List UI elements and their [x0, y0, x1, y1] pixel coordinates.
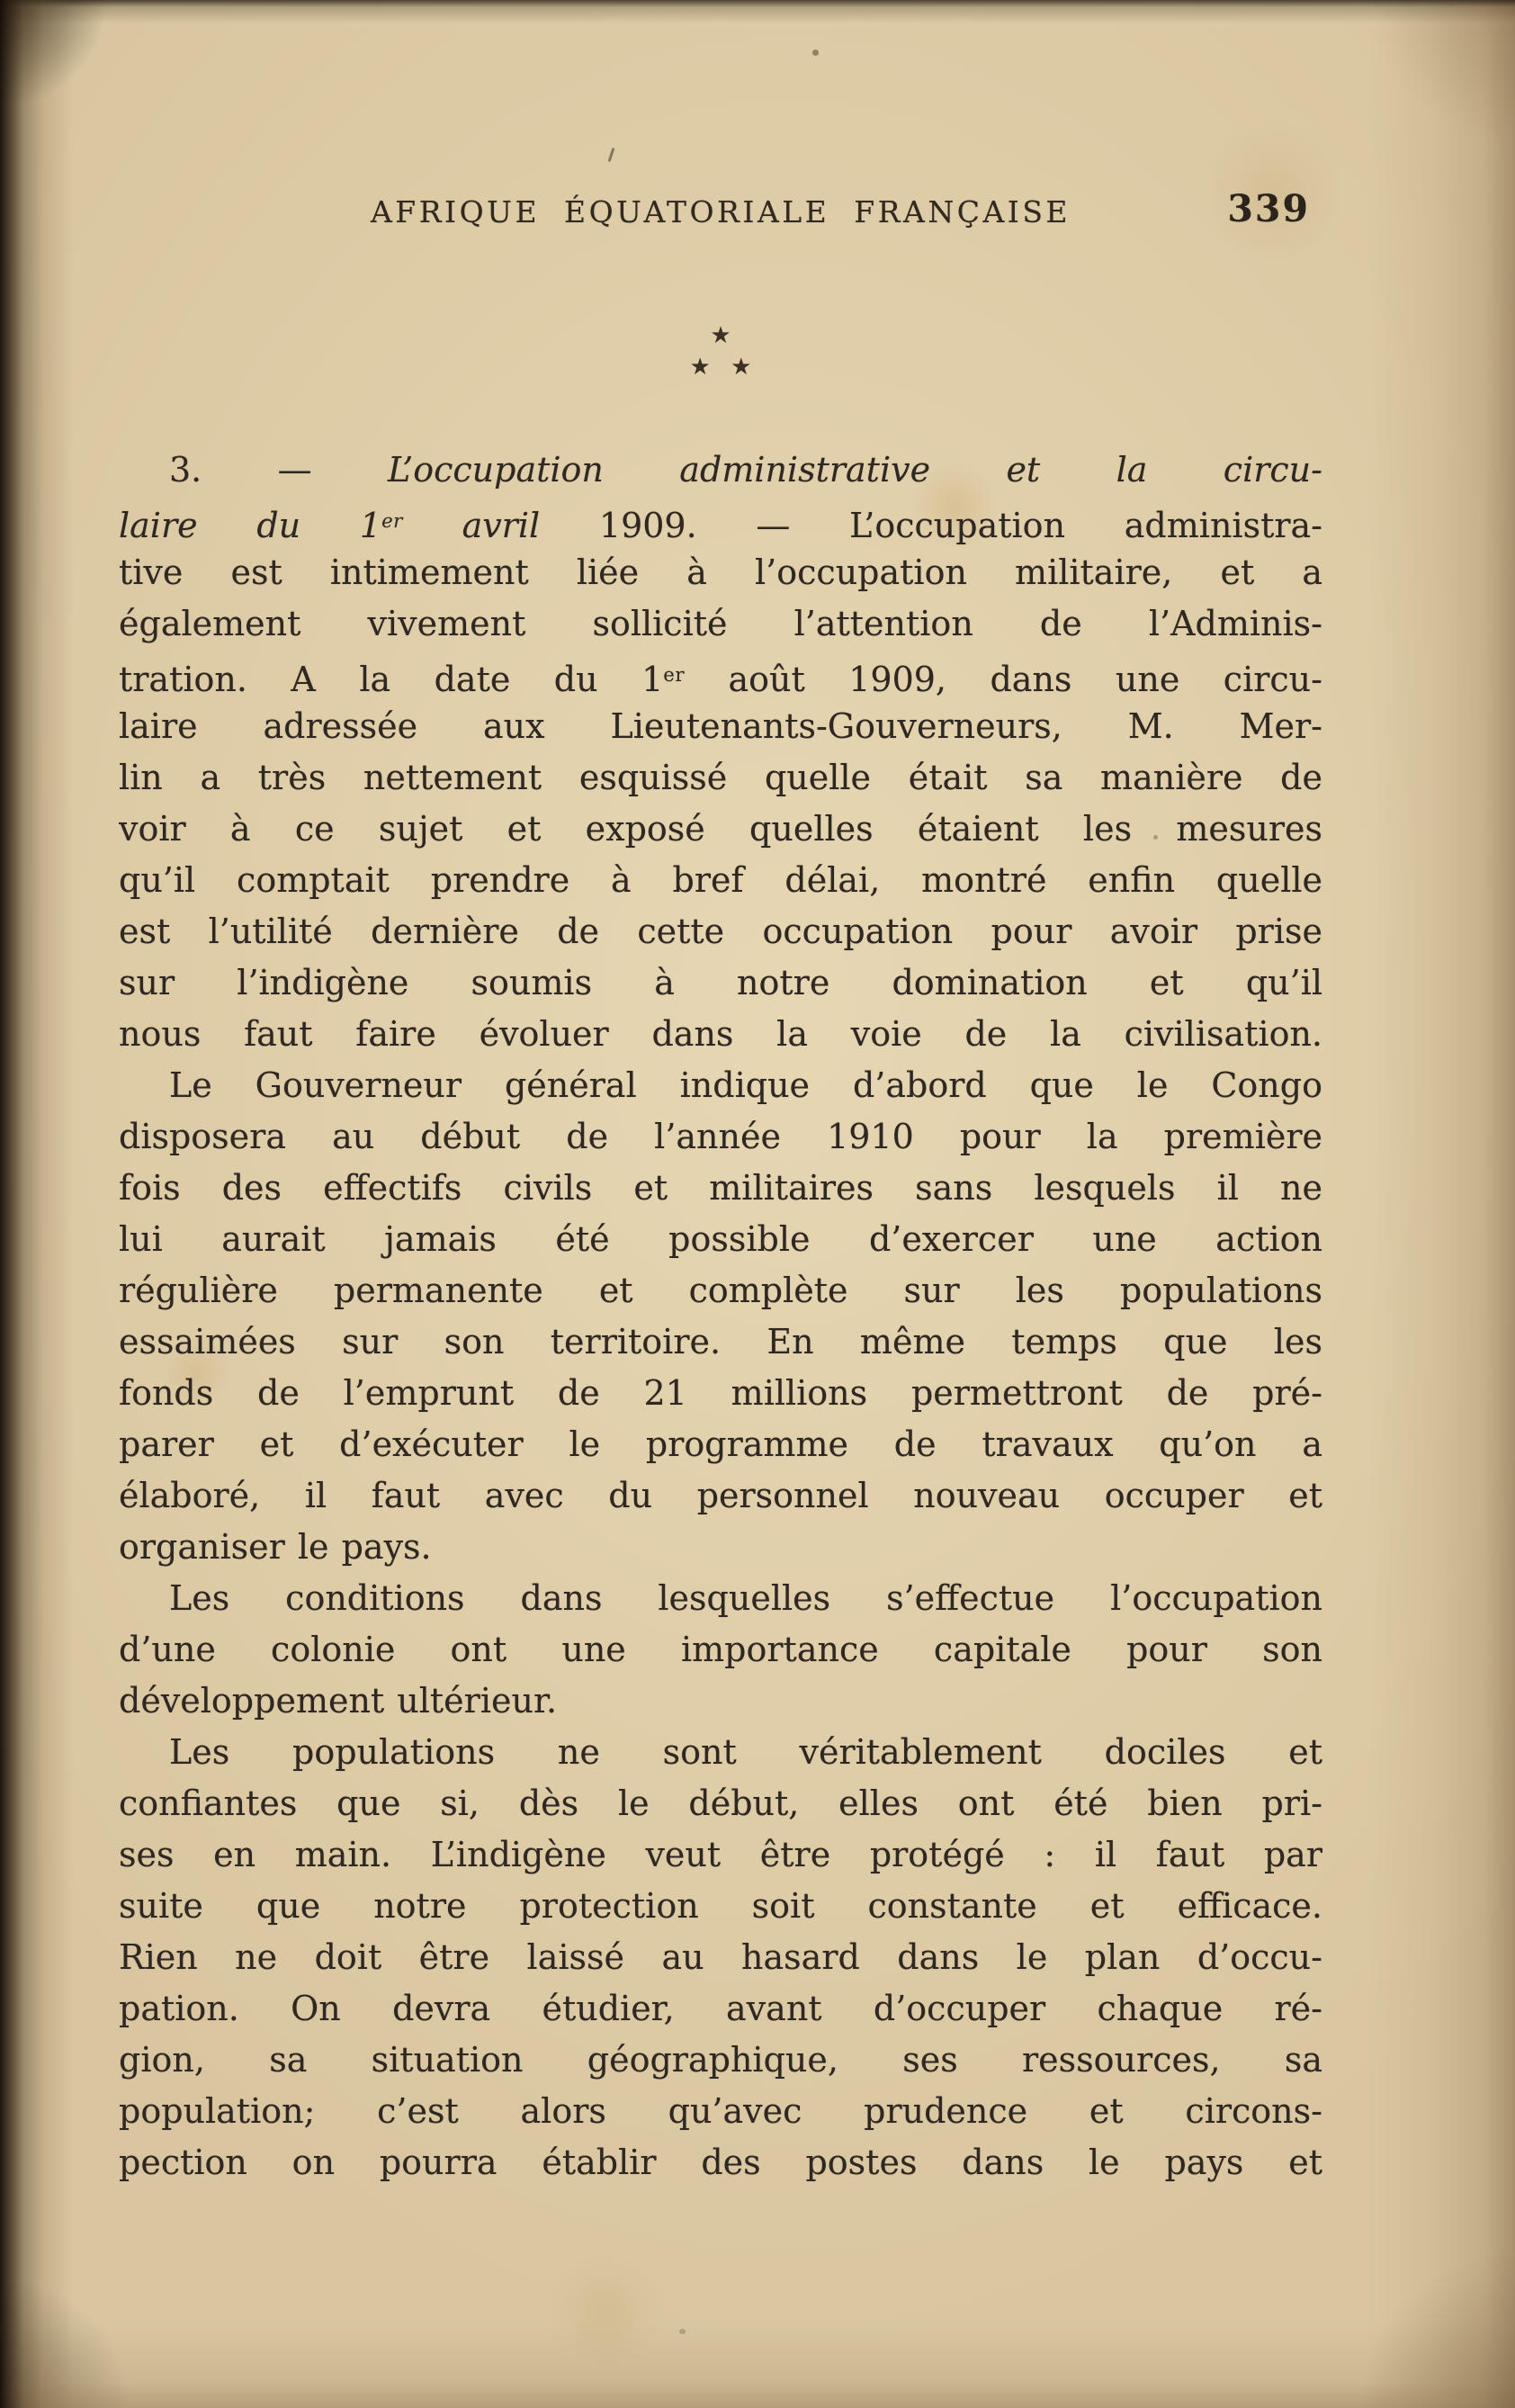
text-segment: Le Gouverneur général indique d’abord que le Congo — [169, 1065, 1322, 1105]
paragraph — [119, 1060, 1322, 1573]
page-header — [119, 187, 1322, 238]
text-line — [119, 1419, 1322, 1470]
text-segment: est l’utilité dernière de cette occupation pour avoir prise — [119, 912, 1322, 951]
text-segment: confiantes que si, dès le début, elles ont été bien pri- — [119, 1784, 1322, 1823]
text-line — [119, 598, 1322, 650]
running-title: AFRIQUE ÉQUATORIALE FRANÇAISE — [370, 194, 1071, 229]
text-segment: pection on pourra établir des postes dans le pays et — [119, 2143, 1322, 2182]
text-line — [119, 2086, 1322, 2137]
text-segment: disposera au début de l’année 1910 pour la première — [119, 1117, 1322, 1156]
asterism-divider — [119, 322, 1322, 381]
text-line — [119, 752, 1322, 804]
text-line — [119, 1470, 1322, 1522]
text-line — [119, 804, 1322, 855]
text-segment: fonds de l’emprunt de 21 millions permettront de pré- — [119, 1373, 1322, 1413]
text-line — [119, 1727, 1322, 1778]
italic-text-segment: L’occupation administrative et la circu- — [388, 450, 1322, 490]
text-line — [119, 2035, 1322, 2086]
text-segment: 3. — — [169, 450, 389, 490]
paragraph — [119, 445, 1322, 1060]
page-number: 339 — [1227, 187, 1310, 230]
paper-speck — [1153, 835, 1158, 840]
text-segment: Les conditions dans lesquelles s’effectue l’occupation — [169, 1578, 1322, 1618]
text-segment: gion, sa situation géographique, ses ressources, sa — [119, 2040, 1322, 2080]
ordinal-superscript: er — [381, 510, 403, 533]
text-segment: régulière permanente et complète sur les populations — [119, 1271, 1322, 1310]
text-line — [119, 1983, 1322, 2035]
text-segment: août 1909, dans une circu- — [685, 660, 1322, 700]
text-line — [119, 1265, 1322, 1316]
text-segment: pation. On devra étudier, avant d’occuper chaque ré- — [119, 1989, 1322, 2028]
italic-text-segment: avril — [402, 506, 599, 546]
text-segment: organiser le pays. — [119, 1527, 432, 1567]
text-segment: également vivement sollicité l’attention de l’Adminis- — [119, 604, 1322, 643]
text-segment: qu’il comptait prendre à bref délai, montré enfin quelle — [119, 860, 1322, 900]
text-segment: tration. A la date du 1 — [119, 660, 664, 700]
paragraph — [119, 1573, 1322, 1727]
text-segment: élaboré, il faut avec du personnel nouveau occuper et — [119, 1476, 1322, 1515]
text-block — [119, 445, 1322, 2188]
text-line — [119, 1676, 1322, 1727]
text-segment: d’une colonie ont une importance capitale pour son — [119, 1630, 1322, 1669]
text-line — [119, 1881, 1322, 1932]
text-segment: lin a très nettement esquissé quelle était sa manière de — [119, 758, 1322, 797]
text-line — [119, 957, 1322, 1009]
text-line — [119, 547, 1322, 598]
text-line — [119, 650, 1322, 701]
text-segment: essaimées sur son territoire. En même temps que les — [119, 1322, 1322, 1361]
text-line — [119, 1368, 1322, 1419]
text-line — [119, 1932, 1322, 1983]
text-line — [119, 1214, 1322, 1265]
text-segment: nous faut faire évoluer dans la voie de la civilisation. — [119, 1014, 1322, 1054]
text-segment: lui aurait jamais été possible d’exercer une action — [119, 1219, 1322, 1259]
text-segment: développement ultérieur. — [119, 1681, 558, 1721]
text-segment: sur l’indigène soumis à notre domination et qu’il — [119, 963, 1322, 1002]
asterism-star-top: ★ — [710, 322, 731, 349]
text-line — [119, 1316, 1322, 1368]
text-segment: parer et d’exécuter le programme de travaux qu’on a — [119, 1424, 1322, 1464]
text-line — [119, 1778, 1322, 1829]
text-segment: laire adressée aux Lieutenants-Gouverneurs, M. Mer- — [119, 706, 1322, 746]
text-line — [119, 1573, 1322, 1624]
text-line — [119, 906, 1322, 957]
paper-speck — [679, 2329, 686, 2334]
text-segment: Rien ne doit être laissé au hasard dans le plan d’occu- — [119, 1937, 1322, 1977]
text-segment: Les populations ne sont véritablement dociles et — [169, 1732, 1322, 1772]
text-segment: fois des effectifs civils et militaires sans lesquels il ne — [119, 1168, 1322, 1208]
text-line — [119, 1522, 1322, 1573]
text-line — [119, 701, 1322, 752]
text-segment: ses en main. L’indigène veut être protégé : il faut par — [119, 1835, 1322, 1874]
text-segment: 1909. — L’occupation administra- — [598, 506, 1322, 546]
paragraph — [119, 1727, 1322, 2188]
text-segment: voir à ce sujet et exposé quelles étaient les mesures — [119, 809, 1322, 849]
text-line — [119, 496, 1322, 547]
text-line — [119, 1060, 1322, 1111]
text-line — [119, 1829, 1322, 1881]
text-line — [119, 855, 1322, 906]
ordinal-superscript: er — [663, 664, 686, 687]
text-line — [119, 1163, 1322, 1214]
text-line — [119, 1111, 1322, 1163]
paper-speck — [812, 49, 819, 56]
text-line — [119, 1009, 1322, 1060]
asterism-star-pair: ★ ★ — [689, 354, 752, 381]
paper-speck — [608, 148, 615, 162]
text-line — [119, 2137, 1322, 2188]
italic-text-segment: laire du 1 — [119, 506, 382, 546]
text-line — [119, 445, 1322, 496]
text-line — [119, 1624, 1322, 1676]
text-segment: tive est intimement liée à l’occupation militaire, et a — [119, 553, 1322, 592]
text-segment: population; c’est alors qu’avec prudence et circons- — [119, 2091, 1322, 2131]
text-segment: suite que notre protection soit constante et efficace. — [119, 1886, 1322, 1926]
